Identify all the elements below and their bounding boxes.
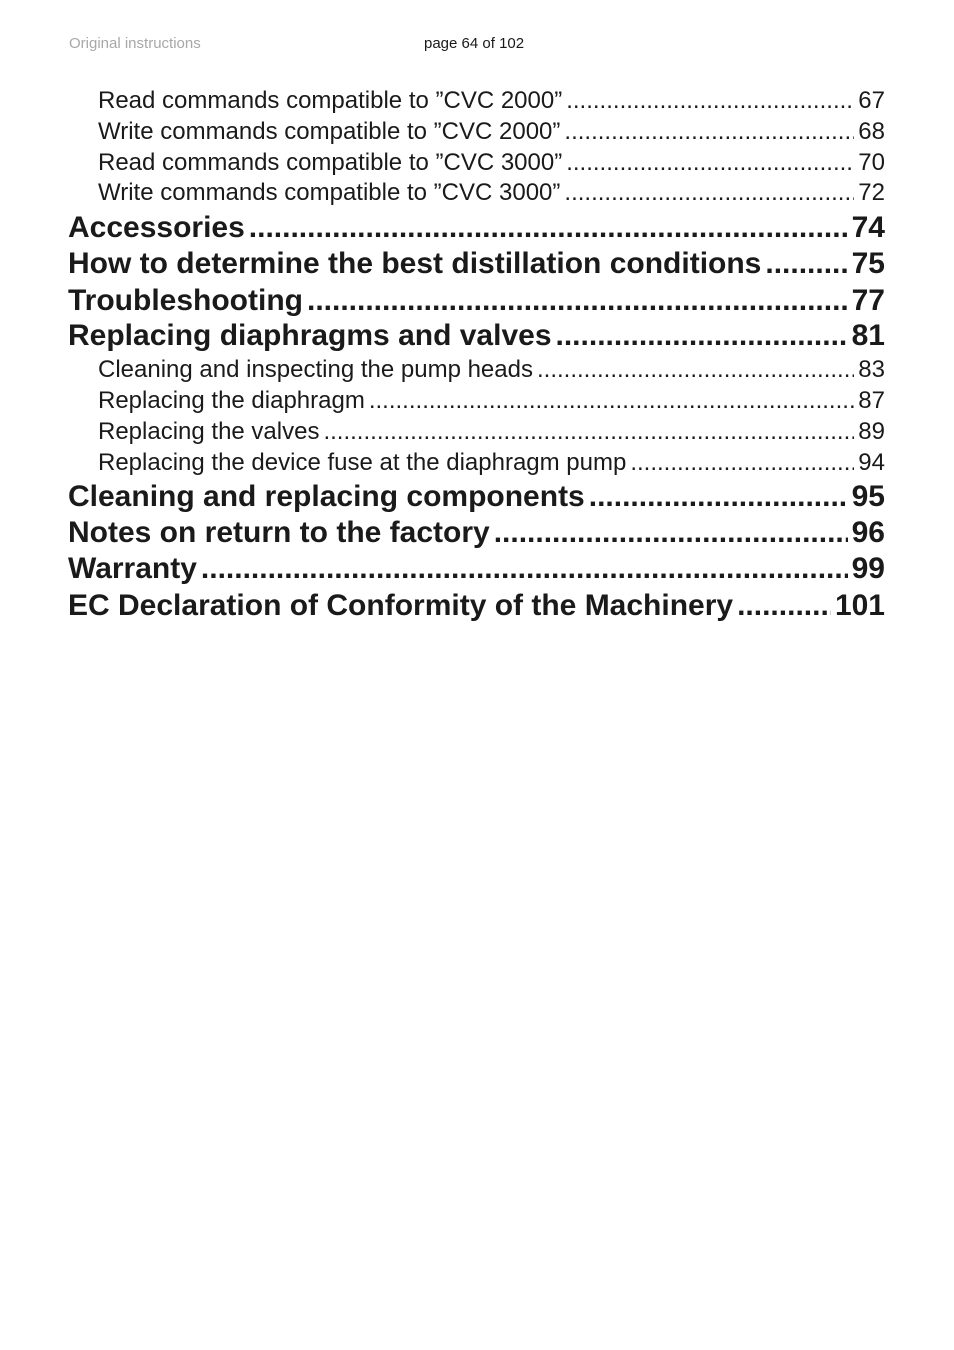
toc-leader-dots [630, 448, 854, 478]
toc-leader-dots [564, 178, 854, 208]
toc-leader-dots [765, 246, 847, 282]
toc-entry[interactable] [98, 86, 885, 116]
toc-entry[interactable] [98, 386, 885, 416]
toc-chapter[interactable] [68, 479, 885, 515]
page-indicator: page 64 of 102 [424, 35, 525, 52]
toc-chapter[interactable] [68, 318, 885, 354]
toc-chapter-title: Cleaning and replacing components [68, 480, 585, 513]
toc-chapter-page: 74 [851, 211, 885, 244]
toc-chapter-page: 81 [851, 319, 885, 352]
toc-entry-page: 87 [858, 387, 885, 414]
toc-leader-dots [566, 86, 854, 116]
toc-chapter-title: How to determine the best distillation conditions [68, 247, 762, 280]
toc-entry[interactable] [98, 448, 885, 478]
toc-chapter[interactable] [68, 210, 885, 246]
toc-entry-title: Replacing the diaphragm [98, 387, 365, 414]
toc-chapter[interactable] [68, 551, 885, 587]
toc-entry-page: 70 [858, 149, 885, 176]
toc-leader-dots [566, 148, 854, 178]
toc-leader-dots [589, 479, 848, 515]
toc-entry-page: 94 [858, 449, 885, 476]
toc-leader-dots [249, 210, 848, 246]
toc-chapter-title: Warranty [68, 552, 197, 585]
toc-entry[interactable] [98, 355, 885, 385]
toc-chapter-page: 96 [851, 516, 885, 549]
toc-chapter-title: Troubleshooting [68, 284, 303, 317]
toc-entry[interactable] [98, 178, 885, 208]
toc-entry-page: 68 [858, 118, 885, 145]
toc-chapter[interactable] [68, 246, 885, 282]
toc-entry-page: 72 [858, 179, 885, 206]
document-header-label: Original instructions [69, 35, 201, 52]
toc-entry-title: Read commands compatible to ”CVC 2000” [98, 87, 563, 114]
toc-chapter[interactable] [68, 515, 885, 551]
toc-chapter-title: EC Declaration of Conformity of the Machinery [68, 589, 734, 622]
toc-entry[interactable] [98, 117, 885, 147]
toc-chapter-page: 99 [851, 552, 885, 585]
toc-entry-title: Read commands compatible to ”CVC 3000” [98, 149, 563, 176]
toc-chapter[interactable] [68, 283, 885, 319]
toc-leader-dots [201, 551, 848, 587]
toc-leader-dots [307, 283, 848, 319]
toc-entry-page: 83 [858, 356, 885, 383]
toc-entry-title: Write commands compatible to ”CVC 2000” [98, 118, 561, 145]
toc-leader-dots [564, 117, 854, 147]
toc-leader-dots [537, 355, 854, 385]
toc-entry-title: Replacing the valves [98, 418, 320, 445]
toc-chapter-page: 101 [834, 589, 885, 622]
toc-chapter-page: 95 [851, 480, 885, 513]
toc-entry[interactable] [98, 148, 885, 178]
toc-chapter-title: Notes on return to the factory [68, 516, 490, 549]
toc-entry-page: 67 [858, 87, 885, 114]
toc-entry[interactable] [98, 417, 885, 447]
toc-leader-dots [556, 318, 848, 354]
toc-entry-title: Write commands compatible to ”CVC 3000” [98, 179, 561, 206]
toc-leader-dots [494, 515, 848, 551]
toc-chapter-page: 75 [851, 247, 885, 280]
toc-leader-dots [323, 417, 854, 447]
toc-chapter-title: Accessories [68, 211, 245, 244]
toc-entry-title: Cleaning and inspecting the pump heads [98, 356, 533, 383]
toc-chapter[interactable] [68, 588, 885, 624]
toc-entry-page: 89 [858, 418, 885, 445]
toc-leader-dots [737, 588, 831, 624]
toc-chapter-page: 77 [851, 284, 885, 317]
toc-entry-title: Replacing the device fuse at the diaphragm pump [98, 449, 627, 476]
toc-leader-dots [369, 386, 854, 416]
toc-chapter-title: Replacing diaphragms and valves [68, 319, 552, 352]
